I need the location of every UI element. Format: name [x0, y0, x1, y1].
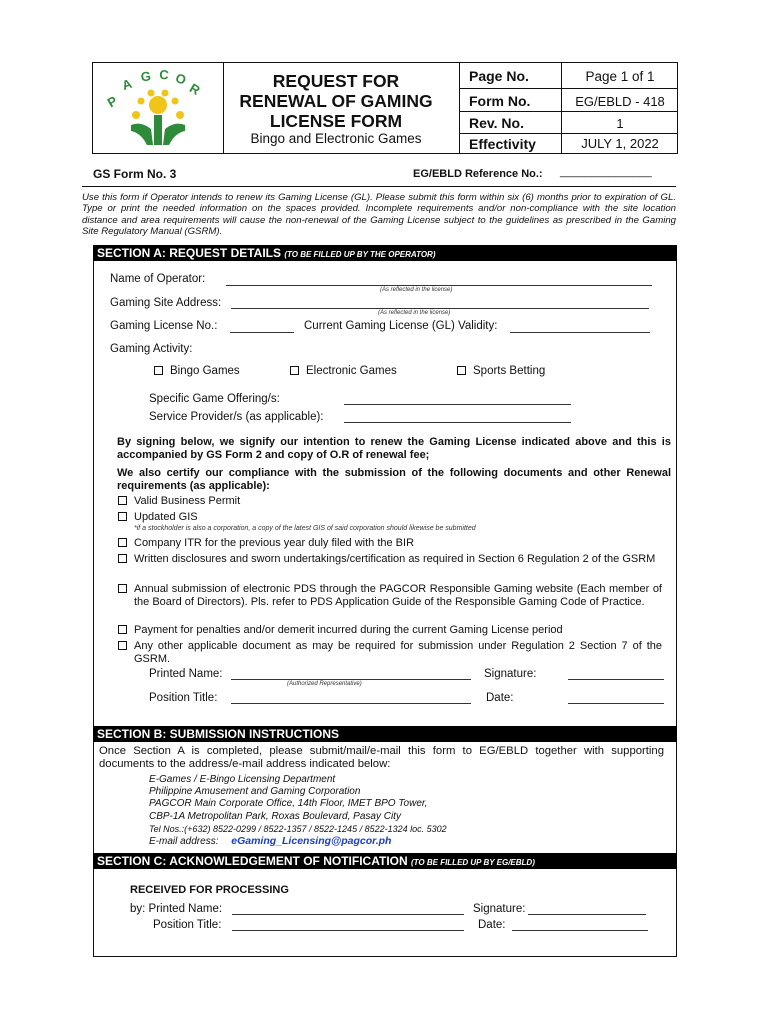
- certify-statement: We also certify our compliance with the submission of the following documents and other Renewal requirements (as applicable):: [117, 467, 671, 492]
- signing-statement: By signing below, we signify our intention to renew the Gaming License indicated above and this is accompanied by GS Form 2 and copy of O.R of renewal fee;: [117, 436, 671, 461]
- gaming-license-no-label: Gaming License No.:: [110, 320, 218, 332]
- divider: [82, 186, 676, 187]
- address-block: [149, 774, 447, 848]
- position-title-label: Position Title:: [149, 692, 218, 704]
- requirement-checkbox-7[interactable]: [118, 641, 127, 650]
- date-input[interactable]: [568, 703, 664, 704]
- gs-form-number: GS Form No. 3: [93, 167, 177, 181]
- svg-text:G: G: [139, 68, 152, 85]
- section-a-left-border: [93, 261, 94, 727]
- electronic-games-label: Electronic Games: [306, 365, 397, 377]
- service-provider-input[interactable]: [344, 422, 571, 423]
- svg-text:A: A: [120, 75, 134, 93]
- by-printed-name-label: by: Printed Name:: [130, 903, 223, 915]
- requirement-2: Updated GIS: [134, 511, 198, 523]
- position-title-input[interactable]: [231, 703, 471, 704]
- c-signature-input[interactable]: [528, 914, 646, 915]
- gaming-site-address-label: Gaming Site Address:: [110, 297, 222, 309]
- page-no-value: Page 1 of 1: [585, 69, 655, 84]
- svg-text:O: O: [173, 70, 188, 88]
- requirement-checkbox-3[interactable]: [118, 538, 127, 547]
- date-label: Date:: [486, 692, 514, 704]
- c-position-title-label: Position Title:: [153, 919, 222, 931]
- address-line-1: E-Games / E-Bingo Licensing Department: [149, 774, 336, 785]
- section-b-right-border: [676, 742, 677, 854]
- name-of-operator-label: Name of Operator:: [110, 273, 206, 285]
- as-reflected-note-2: (As reflected in the license): [378, 310, 451, 316]
- name-of-operator-input[interactable]: [226, 285, 652, 286]
- section-a-right-border: [676, 261, 677, 727]
- requirement-6: Payment for penalties and/or demerit incurred during the current Gaming License period: [134, 624, 563, 636]
- received-for-processing: RECEIVED FOR PROCESSING: [130, 884, 289, 896]
- requirement-checkbox-6[interactable]: [118, 625, 127, 634]
- section-a-title: SECTION A: REQUEST DETAILS: [97, 246, 282, 260]
- form-title-line-2: RENEWAL OF GAMING: [239, 91, 433, 111]
- reference-field[interactable]: _______________: [560, 166, 652, 178]
- specific-offering-label: Specific Game Offering/s:: [149, 393, 280, 405]
- current-validity-input[interactable]: [510, 332, 650, 333]
- section-c-header: [93, 853, 677, 869]
- rev-no-value: 1: [616, 116, 624, 131]
- section-c-left-border: [93, 869, 94, 957]
- signature-input[interactable]: [568, 679, 664, 680]
- reference-label: EG/EBLD Reference No.:: [413, 168, 543, 180]
- c-signature-label: Signature:: [473, 903, 526, 915]
- c-position-title-input[interactable]: [232, 930, 464, 931]
- pagcor-logo: [101, 67, 215, 149]
- sports-betting-checkbox[interactable]: [457, 366, 466, 375]
- section-c-title: SECTION C: ACKNOWLEDGEMENT OF NOTIFICATION: [97, 854, 408, 868]
- c-printed-name-input[interactable]: [232, 914, 464, 915]
- section-b-left-border: [93, 742, 94, 854]
- email-row: [149, 835, 447, 848]
- rev-no-label: Rev. No.: [469, 115, 524, 131]
- section-b-header: [93, 726, 677, 742]
- address-line-2: Philippine Amusement and Gaming Corporation: [149, 786, 361, 798]
- section-c-note: (TO BE FILLED UP BY EG/EBLD): [411, 858, 535, 867]
- printed-name-input[interactable]: [231, 679, 471, 680]
- requirement-checkbox-2[interactable]: [118, 512, 127, 521]
- electronic-games-checkbox[interactable]: [290, 366, 299, 375]
- gaming-activity-label: Gaming Activity:: [110, 343, 193, 355]
- requirement-checkbox-5[interactable]: [118, 584, 127, 593]
- c-date-input[interactable]: [512, 930, 648, 931]
- header-box: [92, 62, 678, 154]
- requirement-checkbox-1[interactable]: [118, 496, 127, 505]
- current-validity-label: Current Gaming License (GL) Validity:: [304, 320, 498, 332]
- printed-name-label: Printed Name:: [149, 668, 223, 680]
- svg-text:R: R: [187, 80, 203, 99]
- requirement-checkbox-4[interactable]: [118, 554, 127, 563]
- form-title-line-3: LICENSE FORM: [269, 111, 403, 131]
- authorized-rep-note: (Authorized Representative): [287, 681, 362, 687]
- section-c-right-border: [676, 869, 677, 957]
- form-subtitle: Bingo and Electronic Games: [250, 131, 422, 146]
- address-line-3: PAGCOR Main Corporate Office, 14th Floor, IMET BPO Tower,: [149, 798, 428, 810]
- as-reflected-note: (As reflected in the license): [380, 287, 453, 293]
- effectivity-label: Effectivity: [469, 136, 536, 152]
- bingo-games-checkbox[interactable]: [154, 366, 163, 375]
- requirement-5: Annual submission of electronic PDS through the PAGCOR Responsible Gaming website (Each member of the Board of Directors). Pls. refer to PDS Application Guide of the Responsible Gaming Code of Practice.: [134, 583, 662, 608]
- address-line-4: CBP-1A Metropolitan Park, Roxas Boulevard, Pasay City: [149, 810, 401, 822]
- submission-instructions: Once Section A is completed, please submit/mail/e-mail this form to EG/EBLD together with supporting documents to the address/e-mail address indicated below:: [99, 745, 664, 770]
- form-no-label: Form No.: [469, 93, 531, 109]
- signature-label: Signature:: [484, 668, 537, 680]
- intro-text: Use this form if Operator intends to renew its Gaming License (GL). Please submit this form within six (6) months prior to expiration of GL. Type or print the needed information on the spaces provided. Incomplete requirements and/or non-compliance with the site location distance and area requirements will cause the non-renewal of the Gaming License subject to the guidelines as prescribed in the Gaming Site Regulatory Manual (GSRM).: [82, 192, 676, 238]
- email-link[interactable]: eGaming_Licensing@pagcor.ph: [231, 835, 392, 848]
- section-a-note: (TO BE FILLED UP BY THE OPERATOR): [284, 250, 436, 259]
- requirement-3: Company ITR for the previous year duly filed with the BIR: [134, 537, 415, 549]
- c-date-label: Date:: [478, 919, 506, 931]
- section-c-bottom-border: [93, 956, 677, 957]
- sports-betting-label: Sports Betting: [473, 365, 546, 377]
- svg-text:P: P: [104, 93, 120, 111]
- gis-note: *if a stockholder is also a corporation, a copy of the latest GIS of said corporation should likewise be submitted: [134, 525, 476, 532]
- section-a-header: [93, 245, 677, 261]
- effectivity-value: JULY 1, 2022: [581, 136, 659, 151]
- gaming-license-no-input[interactable]: [230, 332, 294, 333]
- form-no-value: EG/EBLD - 418: [575, 94, 665, 109]
- requirement-4: Written disclosures and sworn undertakings/certification as required in Section 6 Regulation 2 of the GSRM: [134, 553, 656, 565]
- section-b-title: SECTION B: SUBMISSION INSTRUCTIONS: [97, 727, 340, 741]
- email-label: E-mail address:: [149, 836, 219, 848]
- address-line-5: Tel Nos.:(+632) 8522-0299 / 8522-1357 / 8522-1245 / 8522-1324 loc. 5302: [149, 823, 447, 834]
- bingo-games-label: Bingo Games: [170, 365, 240, 377]
- svg-text:C: C: [158, 67, 170, 83]
- requirement-7: Any other applicable document as may be required for submission under Regulation 2 Section 7 of the GSRM.: [134, 640, 662, 665]
- specific-offering-input[interactable]: [344, 404, 571, 405]
- gaming-site-address-input[interactable]: [231, 308, 649, 309]
- page-no-label: Page No.: [469, 68, 529, 84]
- requirement-1: Valid Business Permit: [134, 495, 241, 507]
- form-title-line-1: REQUEST FOR: [272, 71, 400, 91]
- service-provider-label: Service Provider/s (as applicable):: [149, 411, 324, 423]
